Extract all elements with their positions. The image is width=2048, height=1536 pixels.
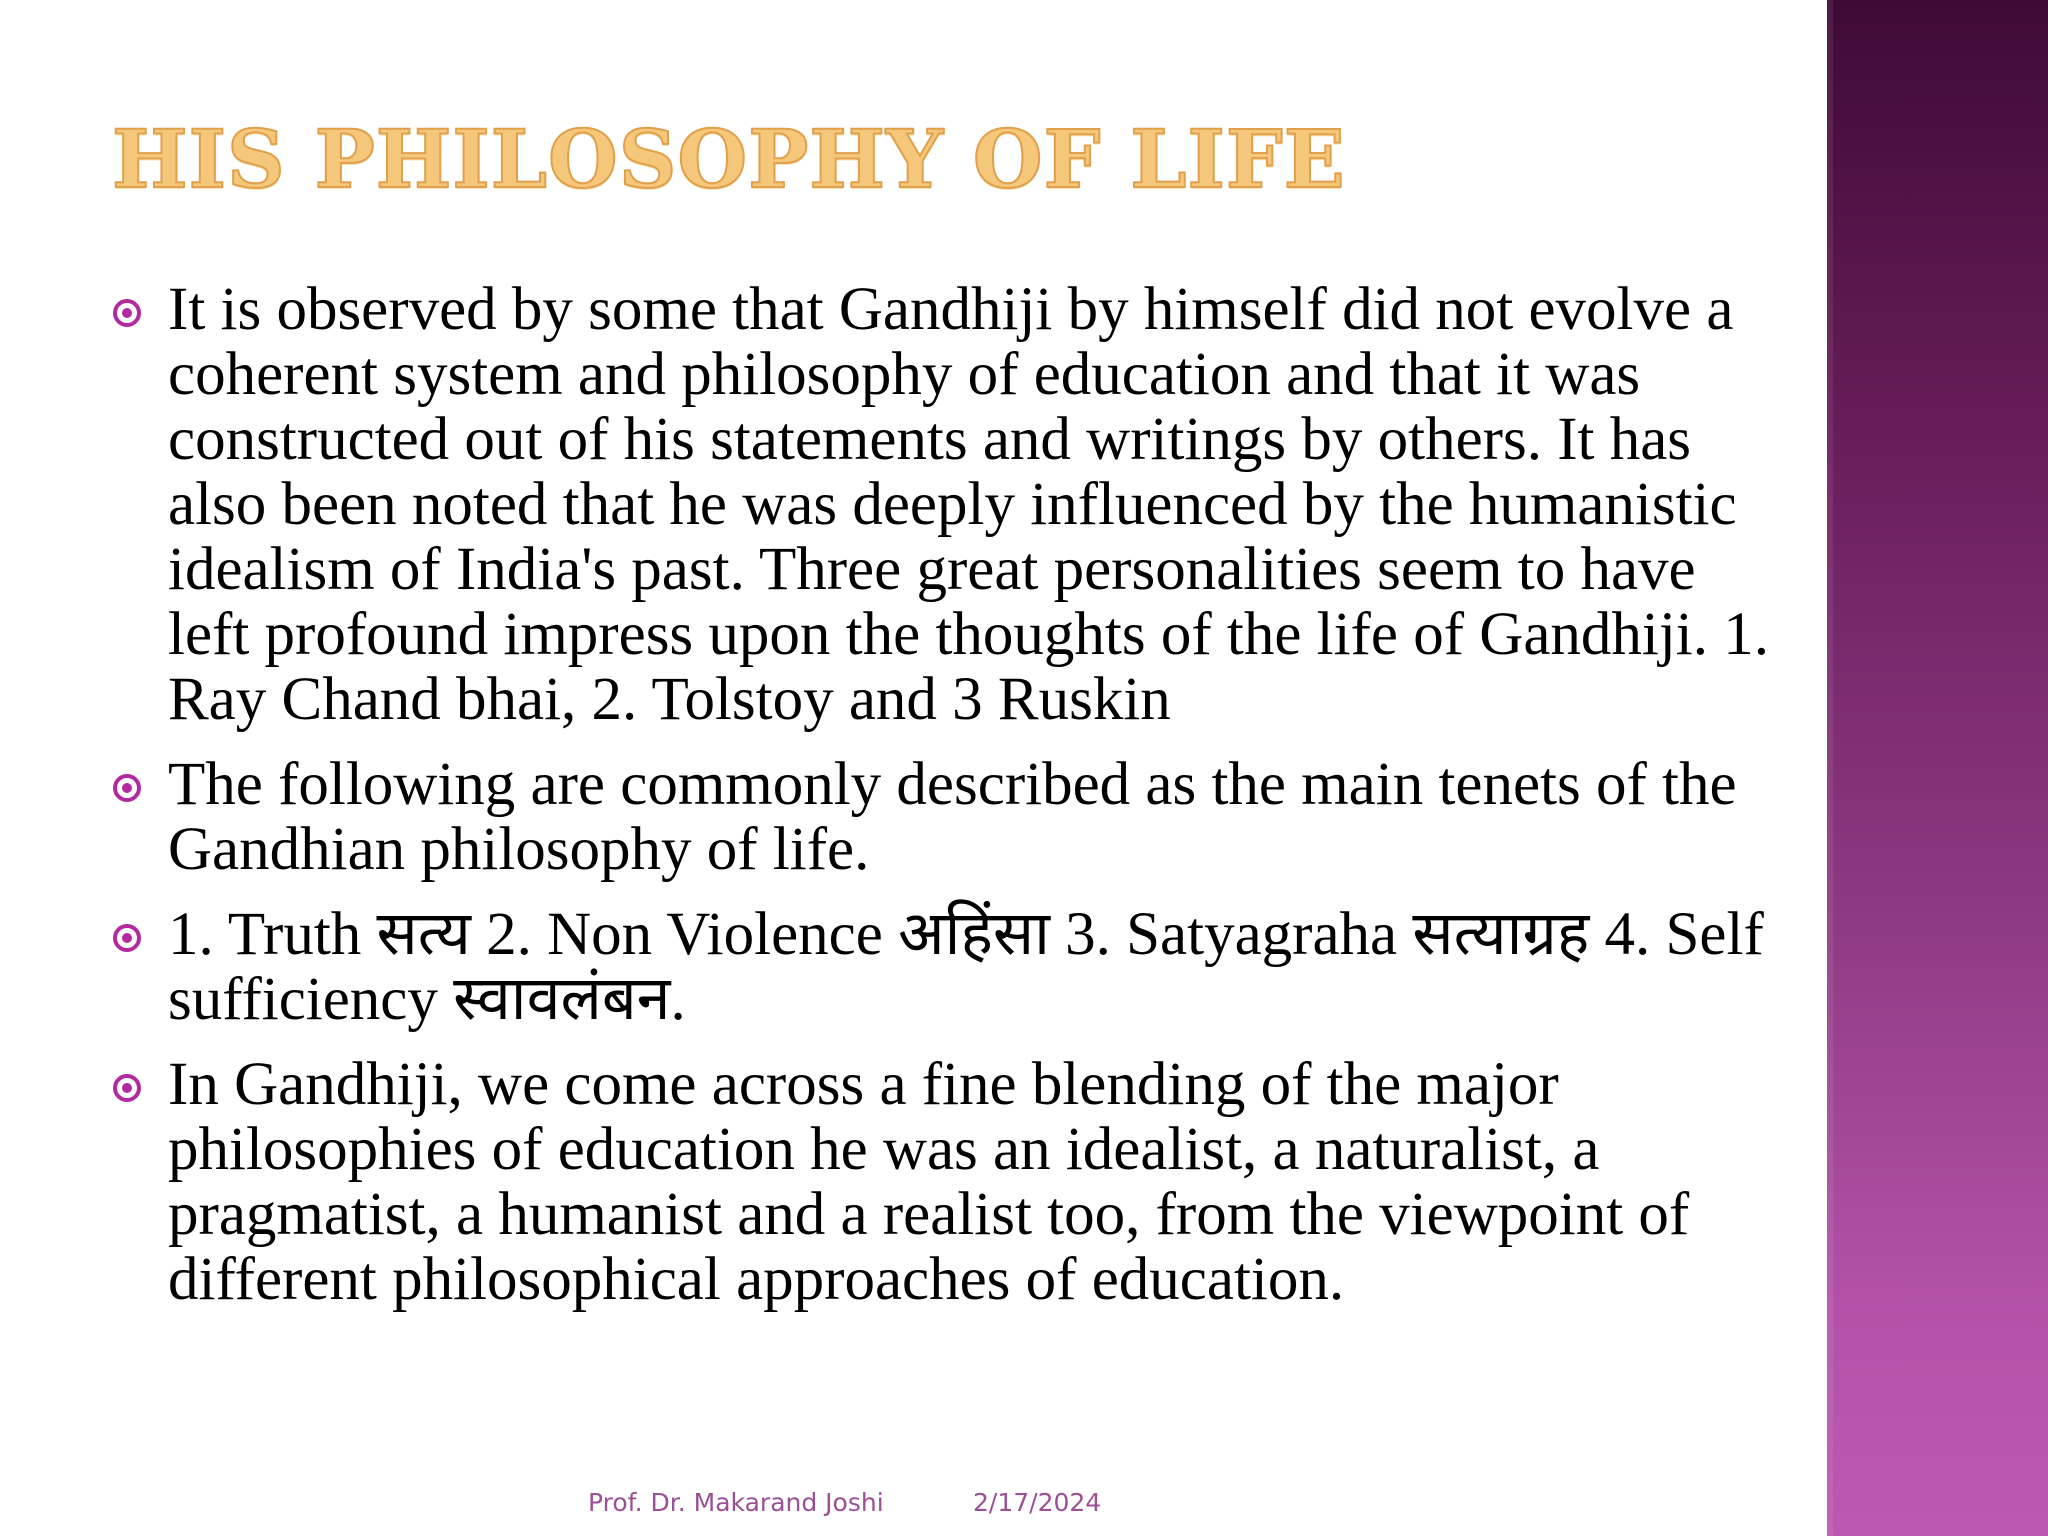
circled-dot-icon: [113, 924, 141, 952]
side-decorative-band: [1827, 0, 2048, 1536]
bullet-list: [110, 277, 1770, 1332]
circled-dot-icon: [113, 1074, 141, 1102]
footer-author: Prof. Dr. Makarand Joshi: [588, 1488, 884, 1517]
bullet-item: [110, 1052, 1770, 1312]
footer-date: 2/17/2024: [973, 1488, 1102, 1517]
circled-dot-icon: [113, 774, 141, 802]
slide-title: HIS PHILOSOPHY OF LIFE: [112, 112, 1346, 206]
bullet-item: [110, 902, 1770, 1032]
bullet-text: 1. Truth सत्य 2. Non Violence अहिंसा 3. Satyagraha सत्याग्रह 4. Self sufficiency स्वावलंबन.: [168, 901, 1764, 1033]
circled-dot-icon: [113, 299, 141, 327]
bullet-text: The following are commonly described as the main tenets of the Gandhian philosophy of life.: [168, 751, 1737, 883]
bullet-text: It is observed by some that Gandhiji by himself did not evolve a coherent system and philosophy of education and that it was constructed out of his statements and writings by others. It has also been noted that he was deeply influenced by the humanistic idealism of India's past. Three great personalities seem to have left profound impress upon the thoughts of the life of Gandhiji. 1. Ray Chand bhai, 2. Tolstoy and 3 Ruskin: [168, 276, 1769, 733]
bullet-item: [110, 277, 1770, 732]
bullet-item: [110, 752, 1770, 882]
bullet-text: In Gandhiji, we come across a fine blending of the major philosophies of education he was an idealist, a naturalist, a pragmatist, a humanist and a realist too, from the viewpoint of different philosophical approaches of education.: [168, 1051, 1690, 1313]
